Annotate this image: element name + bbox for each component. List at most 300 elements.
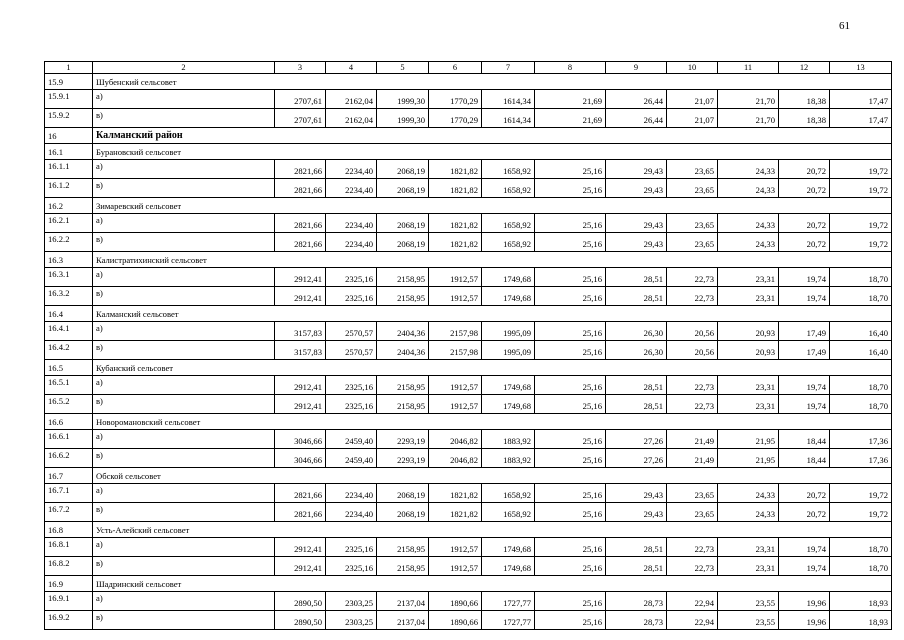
section-name: Калманский сельсовет <box>93 306 892 322</box>
value-cell: 2162,04 <box>326 90 377 109</box>
value-cell: 2912,41 <box>275 557 326 576</box>
row-subitem: в) <box>93 109 275 128</box>
value-cell: 24,33 <box>718 503 779 522</box>
value-cell: 22,73 <box>667 287 718 306</box>
value-cell: 20,93 <box>718 322 779 341</box>
value-cell: 2912,41 <box>275 376 326 395</box>
page-number: 61 <box>839 20 850 32</box>
section-row <box>45 468 892 484</box>
row-code: 16.3.1 <box>45 268 93 287</box>
value-cell: 2325,16 <box>326 376 377 395</box>
district-row <box>45 128 892 144</box>
column-header: 4 <box>326 62 377 74</box>
value-cell: 19,74 <box>779 268 830 287</box>
row-code: 16.9 <box>45 576 93 592</box>
value-cell: 21,70 <box>718 90 779 109</box>
district-name: Калманский район <box>93 128 892 144</box>
value-cell: 28,73 <box>606 592 667 611</box>
value-cell: 21,70 <box>718 109 779 128</box>
value-cell: 17,49 <box>779 322 830 341</box>
value-cell: 2158,95 <box>377 287 429 306</box>
value-cell: 28,51 <box>606 538 667 557</box>
section-row <box>45 576 892 592</box>
value-cell: 1821,82 <box>429 233 482 252</box>
value-cell: 20,56 <box>667 341 718 360</box>
value-cell: 22,73 <box>667 557 718 576</box>
value-cell: 2912,41 <box>275 395 326 414</box>
row-code: 16.9.1 <box>45 592 93 611</box>
value-cell: 19,74 <box>779 395 830 414</box>
value-cell: 2821,66 <box>275 503 326 522</box>
value-cell: 17,36 <box>830 430 892 449</box>
value-cell: 2157,98 <box>429 341 482 360</box>
value-cell: 19,96 <box>779 592 830 611</box>
value-cell: 19,72 <box>830 503 892 522</box>
value-cell: 23,31 <box>718 268 779 287</box>
section-row <box>45 252 892 268</box>
value-cell: 25,16 <box>535 322 606 341</box>
value-cell: 2303,25 <box>326 611 377 630</box>
row-code: 16.7 <box>45 468 93 484</box>
value-cell: 2570,57 <box>326 341 377 360</box>
value-cell: 1912,57 <box>429 557 482 576</box>
value-cell: 25,16 <box>535 214 606 233</box>
row-code: 16.4 <box>45 306 93 322</box>
value-cell: 26,30 <box>606 322 667 341</box>
value-cell: 21,49 <box>667 430 718 449</box>
row-code: 16.5 <box>45 360 93 376</box>
value-cell: 1749,68 <box>482 557 535 576</box>
value-cell: 2234,40 <box>326 160 377 179</box>
value-cell: 28,51 <box>606 557 667 576</box>
value-cell: 20,72 <box>779 503 830 522</box>
value-cell: 18,93 <box>830 592 892 611</box>
row-subitem: а) <box>93 90 275 109</box>
value-cell: 24,33 <box>718 179 779 198</box>
section-name: Обской сельсовет <box>93 468 892 484</box>
tariff-table <box>44 61 892 630</box>
value-cell: 2890,50 <box>275 592 326 611</box>
value-cell: 19,72 <box>830 484 892 503</box>
value-cell: 20,56 <box>667 322 718 341</box>
table-row <box>45 322 892 341</box>
row-code: 16.4.2 <box>45 341 93 360</box>
value-cell: 1658,92 <box>482 179 535 198</box>
value-cell: 2303,25 <box>326 592 377 611</box>
value-cell: 19,74 <box>779 538 830 557</box>
value-cell: 24,33 <box>718 214 779 233</box>
value-cell: 3157,83 <box>275 341 326 360</box>
value-cell: 2068,19 <box>377 503 429 522</box>
section-name: Калистратихинский сельсовет <box>93 252 892 268</box>
row-subitem: в) <box>93 287 275 306</box>
value-cell: 18,70 <box>830 538 892 557</box>
value-cell: 25,16 <box>535 611 606 630</box>
column-header: 7 <box>482 62 535 74</box>
value-cell: 23,31 <box>718 376 779 395</box>
value-cell: 25,16 <box>535 592 606 611</box>
row-code: 16.2.1 <box>45 214 93 233</box>
table-row <box>45 557 892 576</box>
column-header: 2 <box>93 62 275 74</box>
value-cell: 20,72 <box>779 233 830 252</box>
value-cell: 1770,29 <box>429 109 482 128</box>
row-code: 16.4.1 <box>45 322 93 341</box>
value-cell: 22,73 <box>667 538 718 557</box>
value-cell: 2404,36 <box>377 341 429 360</box>
row-subitem: а) <box>93 160 275 179</box>
row-code: 16.2 <box>45 198 93 214</box>
table-row <box>45 90 892 109</box>
value-cell: 2068,19 <box>377 160 429 179</box>
value-cell: 19,72 <box>830 179 892 198</box>
value-cell: 28,51 <box>606 268 667 287</box>
value-cell: 1912,57 <box>429 268 482 287</box>
value-cell: 19,72 <box>830 214 892 233</box>
value-cell: 1658,92 <box>482 484 535 503</box>
value-cell: 2234,40 <box>326 214 377 233</box>
value-cell: 22,73 <box>667 268 718 287</box>
value-cell: 1912,57 <box>429 376 482 395</box>
value-cell: 2912,41 <box>275 287 326 306</box>
value-cell: 1749,68 <box>482 376 535 395</box>
table-row <box>45 430 892 449</box>
row-subitem: в) <box>93 233 275 252</box>
row-code: 16.8 <box>45 522 93 538</box>
row-code: 16.7.2 <box>45 503 93 522</box>
value-cell: 1727,77 <box>482 592 535 611</box>
value-cell: 19,72 <box>830 160 892 179</box>
row-subitem: а) <box>93 538 275 557</box>
column-header: 3 <box>275 62 326 74</box>
value-cell: 2404,36 <box>377 322 429 341</box>
value-cell: 25,16 <box>535 449 606 468</box>
value-cell: 2158,95 <box>377 538 429 557</box>
value-cell: 2821,66 <box>275 214 326 233</box>
section-row <box>45 414 892 430</box>
value-cell: 18,44 <box>779 449 830 468</box>
value-cell: 20,72 <box>779 160 830 179</box>
value-cell: 25,16 <box>535 233 606 252</box>
value-cell: 17,47 <box>830 90 892 109</box>
value-cell: 18,44 <box>779 430 830 449</box>
row-code: 16.9.2 <box>45 611 93 630</box>
value-cell: 24,33 <box>718 160 779 179</box>
value-cell: 1821,82 <box>429 503 482 522</box>
row-code: 16.3.2 <box>45 287 93 306</box>
section-name: Шадринский сельсовет <box>93 576 892 592</box>
column-header: 13 <box>830 62 892 74</box>
table-row <box>45 376 892 395</box>
value-cell: 22,94 <box>667 611 718 630</box>
value-cell: 28,51 <box>606 376 667 395</box>
section-row <box>45 360 892 376</box>
row-subitem: в) <box>93 449 275 468</box>
row-code: 16.6.2 <box>45 449 93 468</box>
value-cell: 1727,77 <box>482 611 535 630</box>
value-cell: 1999,30 <box>377 109 429 128</box>
value-cell: 25,16 <box>535 557 606 576</box>
value-cell: 2325,16 <box>326 268 377 287</box>
section-row <box>45 522 892 538</box>
table-row <box>45 503 892 522</box>
row-subitem: в) <box>93 557 275 576</box>
value-cell: 21,49 <box>667 449 718 468</box>
row-code: 16.8.1 <box>45 538 93 557</box>
row-code: 16.1.2 <box>45 179 93 198</box>
value-cell: 25,16 <box>535 376 606 395</box>
value-cell: 1658,92 <box>482 233 535 252</box>
value-cell: 2234,40 <box>326 503 377 522</box>
value-cell: 2459,40 <box>326 430 377 449</box>
table-row <box>45 233 892 252</box>
value-cell: 1883,92 <box>482 449 535 468</box>
value-cell: 1770,29 <box>429 90 482 109</box>
value-cell: 22,94 <box>667 592 718 611</box>
value-cell: 2821,66 <box>275 179 326 198</box>
value-cell: 23,31 <box>718 395 779 414</box>
value-cell: 18,70 <box>830 557 892 576</box>
column-header: 10 <box>667 62 718 74</box>
value-cell: 23,65 <box>667 160 718 179</box>
value-cell: 27,26 <box>606 430 667 449</box>
value-cell: 29,43 <box>606 503 667 522</box>
table-row <box>45 395 892 414</box>
row-code: 16.1 <box>45 144 93 160</box>
value-cell: 23,55 <box>718 592 779 611</box>
column-header: 1 <box>45 62 93 74</box>
row-code: 16.1.1 <box>45 160 93 179</box>
value-cell: 20,72 <box>779 214 830 233</box>
value-cell: 2046,82 <box>429 449 482 468</box>
value-cell: 19,74 <box>779 557 830 576</box>
value-cell: 2912,41 <box>275 538 326 557</box>
value-cell: 23,55 <box>718 611 779 630</box>
section-name: Зимаревский сельсовет <box>93 198 892 214</box>
row-subitem: в) <box>93 395 275 414</box>
value-cell: 2137,04 <box>377 592 429 611</box>
value-cell: 25,16 <box>535 538 606 557</box>
value-cell: 25,16 <box>535 430 606 449</box>
value-cell: 23,65 <box>667 233 718 252</box>
value-cell: 18,70 <box>830 287 892 306</box>
row-code: 16.6 <box>45 414 93 430</box>
row-code: 16.5.1 <box>45 376 93 395</box>
table-row <box>45 109 892 128</box>
value-cell: 2707,61 <box>275 90 326 109</box>
value-cell: 1821,82 <box>429 179 482 198</box>
value-cell: 18,38 <box>779 109 830 128</box>
table-row <box>45 449 892 468</box>
value-cell: 20,72 <box>779 179 830 198</box>
column-header: 11 <box>718 62 779 74</box>
row-code: 16.3 <box>45 252 93 268</box>
value-cell: 1995,09 <box>482 341 535 360</box>
row-subitem: а) <box>93 214 275 233</box>
value-cell: 29,43 <box>606 160 667 179</box>
table-row <box>45 538 892 557</box>
value-cell: 23,31 <box>718 557 779 576</box>
column-header: 6 <box>429 62 482 74</box>
value-cell: 29,43 <box>606 214 667 233</box>
value-cell: 2293,19 <box>377 449 429 468</box>
value-cell: 18,93 <box>830 611 892 630</box>
value-cell: 24,33 <box>718 233 779 252</box>
value-cell: 19,74 <box>779 376 830 395</box>
row-subitem: а) <box>93 592 275 611</box>
value-cell: 2068,19 <box>377 179 429 198</box>
value-cell: 2707,61 <box>275 109 326 128</box>
value-cell: 3046,66 <box>275 449 326 468</box>
value-cell: 1614,34 <box>482 109 535 128</box>
value-cell: 21,95 <box>718 449 779 468</box>
table-row <box>45 287 892 306</box>
value-cell: 2162,04 <box>326 109 377 128</box>
value-cell: 26,44 <box>606 90 667 109</box>
value-cell: 26,30 <box>606 341 667 360</box>
value-cell: 1749,68 <box>482 538 535 557</box>
value-cell: 1995,09 <box>482 322 535 341</box>
value-cell: 2821,66 <box>275 160 326 179</box>
column-header: 9 <box>606 62 667 74</box>
row-code: 16 <box>45 128 93 144</box>
column-header: 12 <box>779 62 830 74</box>
value-cell: 29,43 <box>606 484 667 503</box>
value-cell: 1749,68 <box>482 395 535 414</box>
row-code: 15.9.1 <box>45 90 93 109</box>
value-cell: 19,72 <box>830 233 892 252</box>
value-cell: 23,31 <box>718 538 779 557</box>
section-row <box>45 144 892 160</box>
row-subitem: а) <box>93 322 275 341</box>
value-cell: 21,69 <box>535 109 606 128</box>
value-cell: 1912,57 <box>429 538 482 557</box>
row-code: 16.8.2 <box>45 557 93 576</box>
value-cell: 28,73 <box>606 611 667 630</box>
value-cell: 2068,19 <box>377 233 429 252</box>
value-cell: 2325,16 <box>326 538 377 557</box>
row-subitem: а) <box>93 430 275 449</box>
row-subitem: в) <box>93 179 275 198</box>
value-cell: 2234,40 <box>326 484 377 503</box>
value-cell: 18,70 <box>830 376 892 395</box>
table-row <box>45 341 892 360</box>
value-cell: 18,70 <box>830 395 892 414</box>
value-cell: 2325,16 <box>326 557 377 576</box>
row-subitem: а) <box>93 484 275 503</box>
value-cell: 16,40 <box>830 341 892 360</box>
value-cell: 1912,57 <box>429 395 482 414</box>
value-cell: 23,31 <box>718 287 779 306</box>
value-cell: 29,43 <box>606 233 667 252</box>
value-cell: 26,44 <box>606 109 667 128</box>
value-cell: 1999,30 <box>377 90 429 109</box>
value-cell: 21,69 <box>535 90 606 109</box>
section-name: Шубенский сельсовет <box>93 74 892 90</box>
value-cell: 1821,82 <box>429 214 482 233</box>
row-code: 15.9 <box>45 74 93 90</box>
value-cell: 23,65 <box>667 214 718 233</box>
value-cell: 28,51 <box>606 287 667 306</box>
value-cell: 20,72 <box>779 484 830 503</box>
table-row <box>45 268 892 287</box>
value-cell: 27,26 <box>606 449 667 468</box>
value-cell: 1658,92 <box>482 214 535 233</box>
value-cell: 25,16 <box>535 484 606 503</box>
section-name: Бурановский сельсовет <box>93 144 892 160</box>
value-cell: 1658,92 <box>482 503 535 522</box>
row-subitem: в) <box>93 503 275 522</box>
value-cell: 2158,95 <box>377 376 429 395</box>
table-row <box>45 179 892 198</box>
value-cell: 25,16 <box>535 395 606 414</box>
value-cell: 1912,57 <box>429 287 482 306</box>
value-cell: 2234,40 <box>326 233 377 252</box>
value-cell: 1749,68 <box>482 287 535 306</box>
value-cell: 1821,82 <box>429 160 482 179</box>
value-cell: 2570,57 <box>326 322 377 341</box>
value-cell: 17,49 <box>779 341 830 360</box>
column-header: 8 <box>535 62 606 74</box>
value-cell: 1890,66 <box>429 611 482 630</box>
value-cell: 2821,66 <box>275 233 326 252</box>
value-cell: 2158,95 <box>377 395 429 414</box>
table-row <box>45 592 892 611</box>
value-cell: 1883,92 <box>482 430 535 449</box>
row-code: 16.5.2 <box>45 395 93 414</box>
value-cell: 2158,95 <box>377 268 429 287</box>
row-subitem: а) <box>93 268 275 287</box>
value-cell: 23,65 <box>667 179 718 198</box>
value-cell: 1658,92 <box>482 160 535 179</box>
row-code: 16.7.1 <box>45 484 93 503</box>
value-cell: 1749,68 <box>482 268 535 287</box>
value-cell: 17,47 <box>830 109 892 128</box>
table-row <box>45 611 892 630</box>
table-row <box>45 160 892 179</box>
value-cell: 28,51 <box>606 395 667 414</box>
value-cell: 25,16 <box>535 268 606 287</box>
value-cell: 25,16 <box>535 287 606 306</box>
value-cell: 2325,16 <box>326 287 377 306</box>
value-cell: 29,43 <box>606 179 667 198</box>
value-cell: 17,36 <box>830 449 892 468</box>
value-cell: 2821,66 <box>275 484 326 503</box>
column-header: 5 <box>377 62 429 74</box>
value-cell: 2046,82 <box>429 430 482 449</box>
value-cell: 2137,04 <box>377 611 429 630</box>
value-cell: 2068,19 <box>377 214 429 233</box>
value-cell: 3157,83 <box>275 322 326 341</box>
value-cell: 2325,16 <box>326 395 377 414</box>
value-cell: 25,16 <box>535 160 606 179</box>
row-code: 16.2.2 <box>45 233 93 252</box>
value-cell: 19,74 <box>779 287 830 306</box>
value-cell: 22,73 <box>667 376 718 395</box>
value-cell: 2459,40 <box>326 449 377 468</box>
value-cell: 18,70 <box>830 268 892 287</box>
value-cell: 3046,66 <box>275 430 326 449</box>
value-cell: 16,40 <box>830 322 892 341</box>
table-row <box>45 214 892 233</box>
value-cell: 18,38 <box>779 90 830 109</box>
value-cell: 2157,98 <box>429 322 482 341</box>
value-cell: 1890,66 <box>429 592 482 611</box>
section-row <box>45 198 892 214</box>
row-subitem: в) <box>93 611 275 630</box>
table-body <box>45 62 892 630</box>
value-cell: 21,95 <box>718 430 779 449</box>
